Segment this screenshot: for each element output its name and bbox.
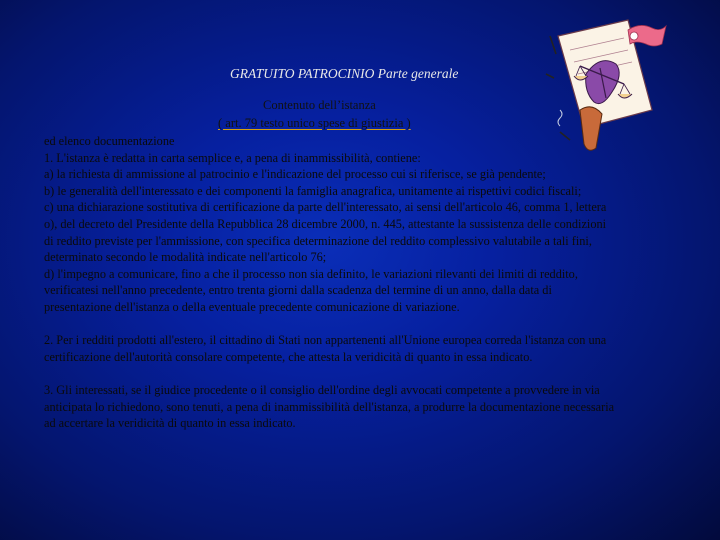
paragraph-1d: d) l'impegno a comunicare, fino a che il processo non sia definito, le variazioni rilevanti dei limiti di reddito, verificatesi nell'anno precedente, entro trenta giorni dalla scadenza del termine di un anno, dalla data di presentazione dell'istanza o della eventuale precedente comunicazione di variazione. xyxy=(44,266,578,314)
paragraph-1a: a) la richiesta di ammissione al patrocinio e l'indicazione del processo cui si riferisce, se già pendente; xyxy=(44,167,546,182)
body-text xyxy=(44,133,616,432)
paragraph-3: 3. Gli interessati, se il giudice procedente o il consiglio dell'ordine degli avvocati competente a provvedere in via anticipata lo richiedono, sono tenuti, a pena di inammissibilità dell'istanza, a produrre la documentazione necessaria ad accertare la veridicità di quanto in essa indicato. xyxy=(44,382,615,431)
spacer xyxy=(44,316,616,333)
paragraph-1c: c) una dichiarazione sostitutiva di certificazione da parte dell'interessato, ai sensi dell'articolo 46, comma 1, lettera o), del decreto del Presidente della Repubblica 28 dicembre 2000, n. 445, attestante la sussistenza delle condizioni di reddito previste per l'ammissione, con specifica determinazione del reddito complessivo valutabile a tali fini, determinato secondo le modalità indicate nell'articolo 76; xyxy=(44,200,607,265)
paragraph-1b: b) le generalità dell'interessato e dei componenti la famiglia anagrafica, unitamente ai rispettivi codici fiscali; xyxy=(44,183,582,198)
paragraph-2: 2. Per i redditi prodotti all'estero, il cittadino di Stati non appartenenti all'Unione europea correda l'istanza con una certificazione dell'autorità consolare competente, che attesta la veridicità di quanto in essa indicato. xyxy=(44,333,607,364)
slide-subtitle: Contenuto dell’istanza xyxy=(263,98,376,112)
law-reference-link[interactable]: ( art. 79 testo unico spese di giustizia ) xyxy=(218,116,411,130)
paragraph-1: 1. L'istanza è redatta in carta semplice e, a pena di inammissibilità, contiene: xyxy=(44,150,421,165)
scales-of-justice-icon xyxy=(540,14,670,159)
slide-title: GRATUITO PATROCINIO Parte generale xyxy=(230,66,459,81)
spacer xyxy=(44,365,616,382)
paragraph-intro: ed elenco documentazione xyxy=(44,134,175,148)
